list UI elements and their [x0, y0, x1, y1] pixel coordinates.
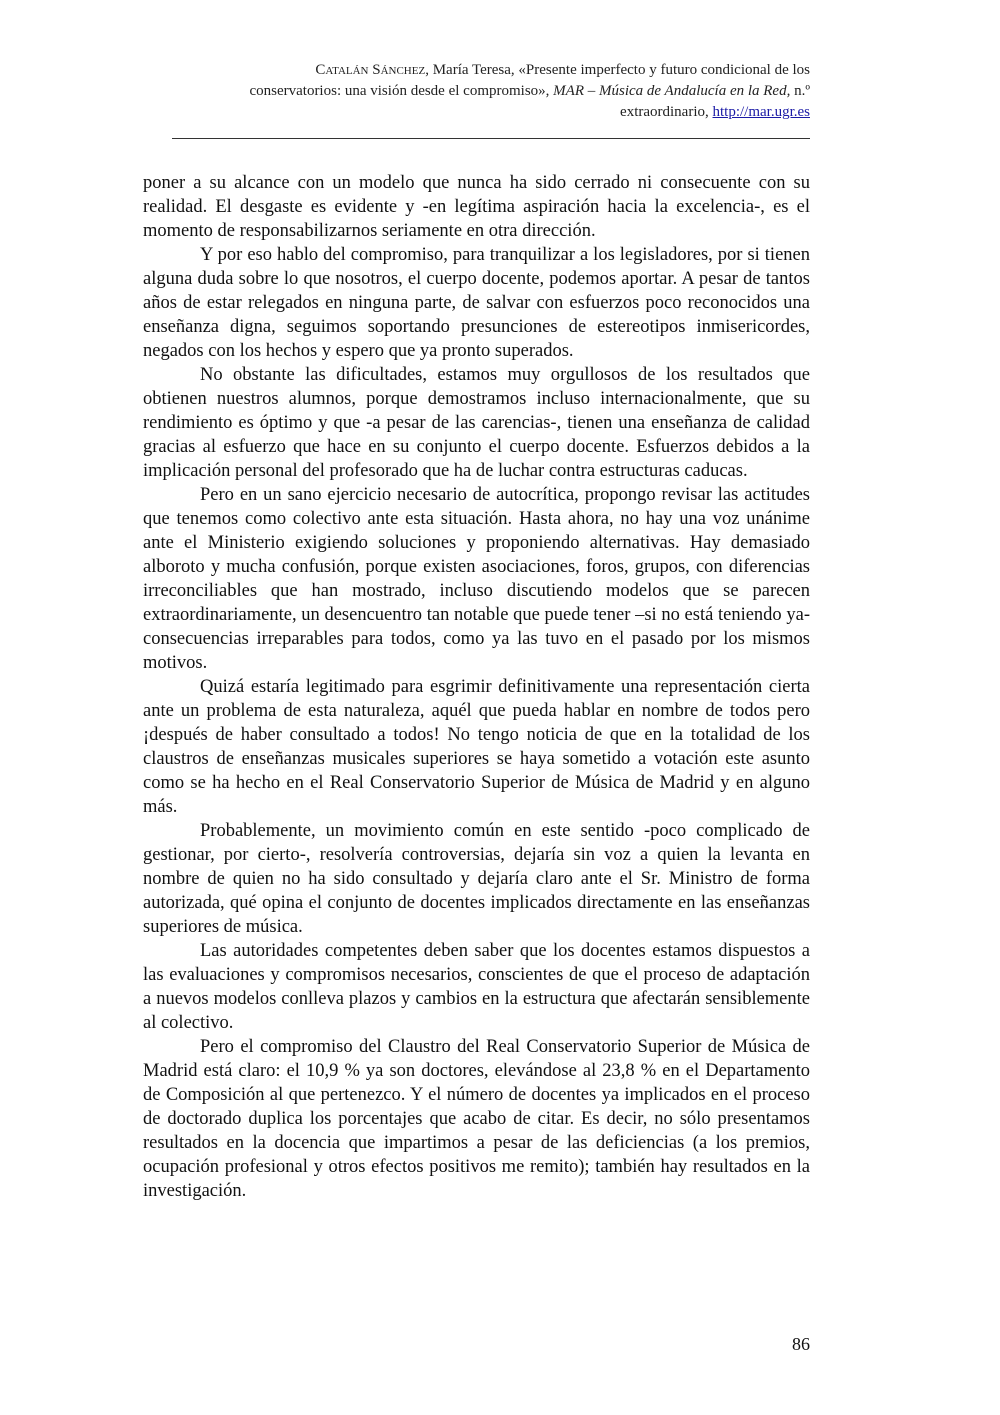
paragraph-7: Las autoridades competentes deben saber que los docentes estamos dispuestos a las evaluaciones y compromisos necesarios, conscientes de que el proceso de adaptación a nuevos modelos conlleva plazos y cambios en la estructura que afectarán sensiblemente al colectivo. — [143, 941, 810, 1033]
header-author: Catalán Sánchez — [315, 62, 426, 78]
header-line-1 — [190, 60, 810, 81]
page-number: 86 — [792, 1334, 810, 1354]
paragraph-6: Probablemente, un movimiento común en este sentido -poco complicado de gestionar, por cierto-, resolvería controversias, dejaría sin voz a quien la levanta en nombre de quien no ha sido consultado y dejaría claro ante el Sr. Ministro de forma autorizada, qué opina el conjunto de docentes implicados directamente en las enseñanzas superiores de música. — [143, 821, 810, 937]
body-text — [143, 171, 810, 1203]
header-line-3 — [190, 102, 810, 123]
header-line3-text: extraordinario, — [620, 104, 713, 120]
header-line-2 — [190, 81, 810, 102]
header-link[interactable]: http://mar.ugr.es — [712, 104, 810, 120]
paragraph-1: poner a su alcance con un modelo que nunca ha sido cerrado ni consecuente con su realidad. El desgaste es evidente y -en legítima aspiración hacia la excelencia-, es el momento de responsabilizarnos seriamente en otra dirección. — [143, 173, 810, 241]
header-journal: MAR – Música de Andalucía en la Red, — [553, 83, 791, 99]
header-line1-rest: , María Teresa, «Presente imperfecto y futuro condicional de los — [425, 62, 810, 78]
header-line2-start: conservatorios: una visión desde el compromiso», — [249, 83, 554, 99]
paragraph-2: Y por eso hablo del compromiso, para tranquilizar a los legisladores, por si tienen alguna duda sobre lo que nosotros, el cuerpo docente, podemos aportar. A pesar de tantos años de estar relegados en ninguna parte, de salvar con esfuerzos poco reconocidos una enseñanza digna, seguimos soportando presunciones de estereotipos inmisericordes, negados con los hechos y espero que ya pronto superados. — [143, 245, 810, 361]
paragraph-3: No obstante las dificultades, estamos muy orgullosos de los resultados que obtienen nuestros alumnos, porque demostramos incluso internacionalmente, que su rendimiento es óptimo y que -a pesar de las carencias-, tienen una enseñanza de calidad gracias al esfuerzo que hace en su conjunto el cuerpo docente. Esfuerzos debidos a la implicación personal del profesorado que ha de luchar contra estructuras caducas. — [143, 365, 810, 481]
paragraph-4: Pero en un sano ejercicio necesario de autocrítica, propongo revisar las actitudes que tenemos como colectivo ante esta situación. Hasta ahora, no hay una voz unánime ante el Ministerio exigiendo soluciones y proponiendo alternativas. Hay demasiado alboroto y mucha confusión, porque existen asociaciones, foros, grupos, con diferencias irreconciliables que han mostrado, incluso discutiendo modelos que se parecen extraordinariamente, un desencuentro tan notable que puede tener –si no está teniendo ya- consecuencias irreparables para todos, como ya las tuvo en el pasado por los mismos motivos. — [143, 485, 810, 673]
running-header — [190, 60, 810, 123]
header-divider — [172, 138, 810, 139]
paragraph-8: Pero el compromiso del Claustro del Real Conservatorio Superior de Música de Madrid está claro: el 10,9 % ya son doctores, elevándose al 23,8 % en el Departamento de Composición al que pertenezco. Y el número de docentes ya implicados en el proceso de doctorado duplica los porcentajes que acabo de citar. Es decir, no sólo presentamos resultados en la docencia que impartimos a pesar de las deficiencias (a los premios, ocupación profesional y otros efectos positivos me remito); también hay resultados en la investigación. — [143, 1037, 810, 1201]
header-line2-end: n.º — [790, 83, 810, 99]
paragraph-5: Quizá estaría legitimado para esgrimir definitivamente una representación cierta ante un problema de esta naturaleza, aquél que pueda hablar en nombre de todos pero ¡después de haber consultado a todos! No tengo noticia de que en la totalidad de los claustros de enseñanzas musicales superiores se haya sometido a votación este asunto como se ha hecho en el Real Conservatorio Superior de Música de Madrid y en alguno más. — [143, 677, 810, 817]
